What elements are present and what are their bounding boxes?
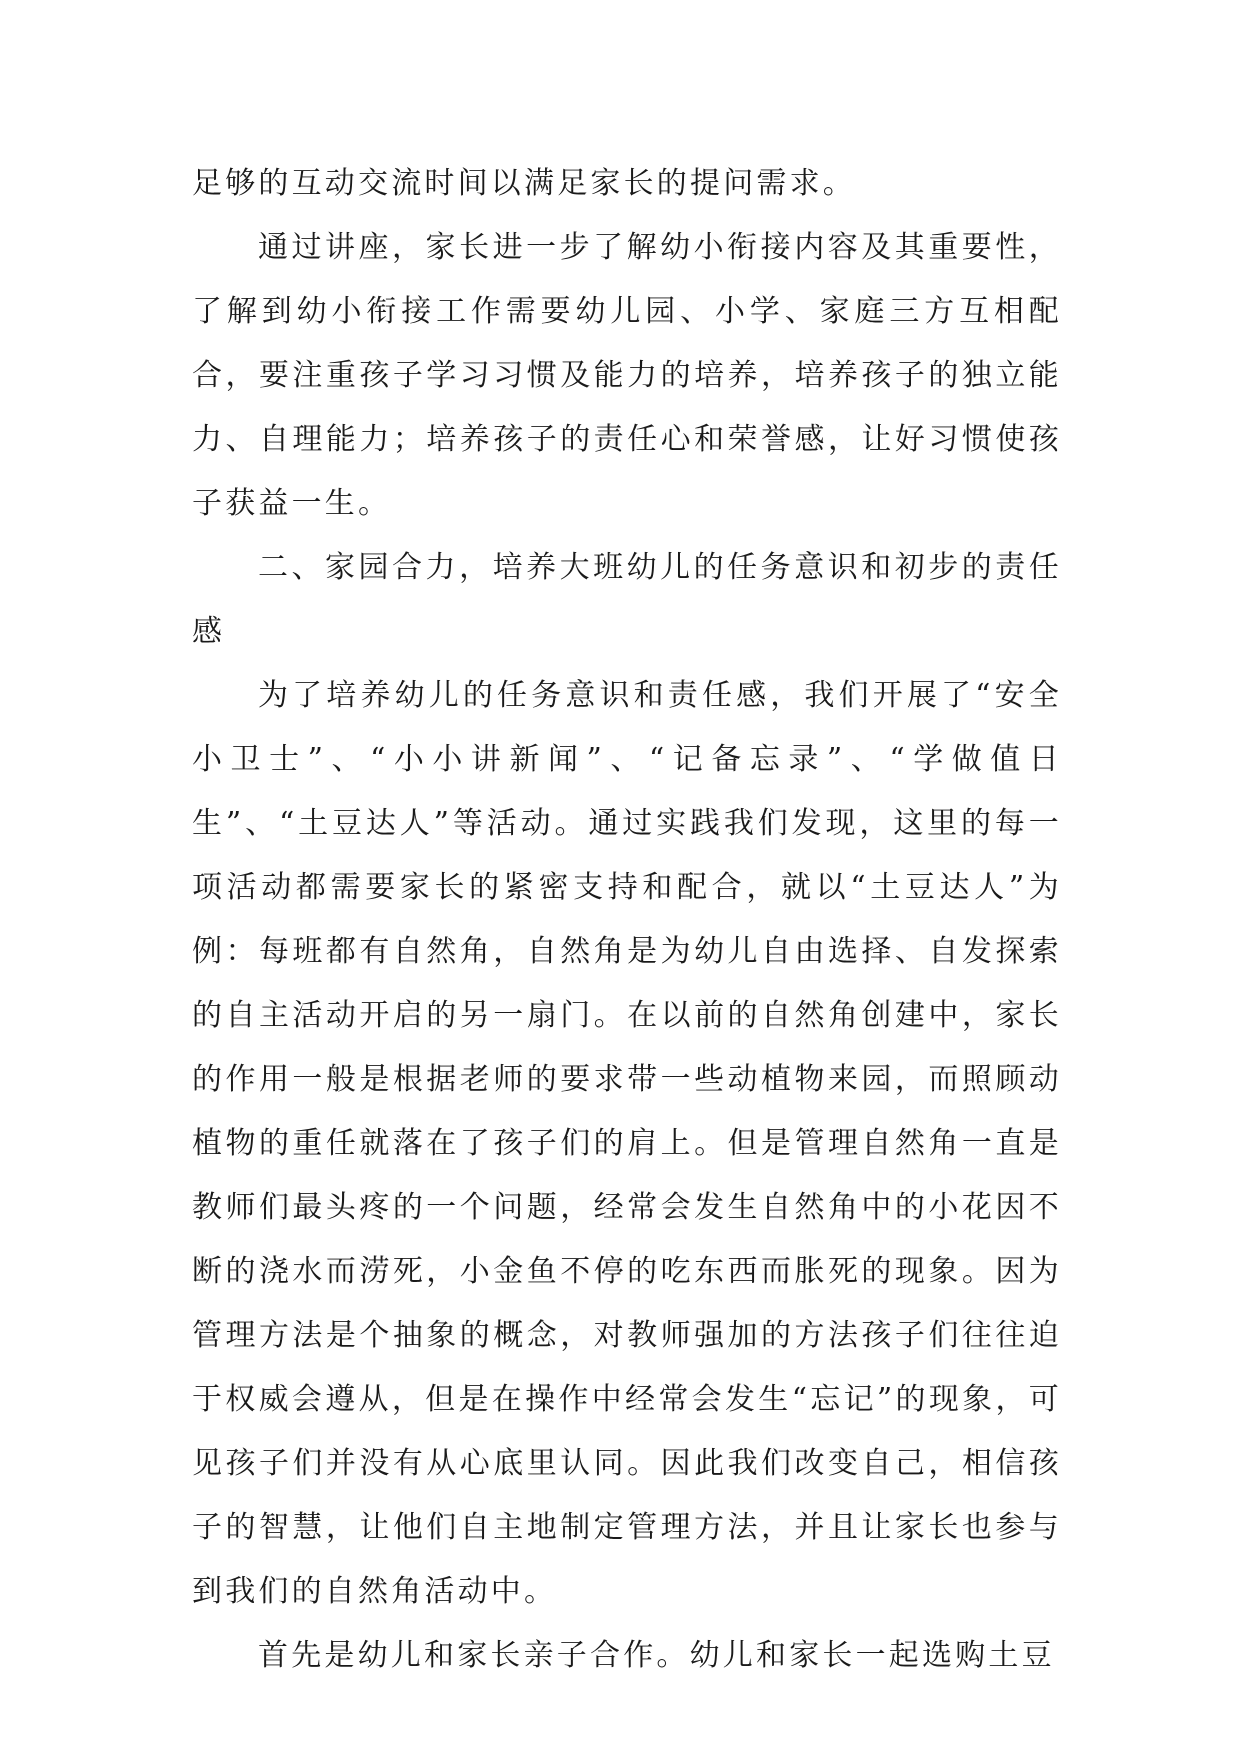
section-heading-2: 二、家园合力，培养大班幼儿的任务意识和初步的责任感 bbox=[192, 550, 1062, 649]
paragraph-first-step: 首先是幼儿和家长亲子合作。幼儿和家长一起选购土豆 bbox=[258, 1638, 1055, 1673]
paragraph-activities: 为了培养幼儿的任务意识和责任感，我们开展了“安全小卫士”、“小小讲新闻”、“记备忘录”、“学做值日生”、“土豆达人”等活动。通过实践我们发现，这里的每一项活动都需要家长的紧密支持和配合，就以“土豆达人”为例：每班都有自然角，自然角是为幼儿自由选择、自发探索的自主活动开启的另一扇门。在以前的自然角创建中，家长的作用一般是根据老师的要求带一些动植物来园，而照顾动植物的重任就落在了孩子们的肩上。但是管理自然角一直是教师们最头疼的一个问题，经常会发生自然角中的小花因不断的浇水而涝死，小金鱼不停的吃东西而胀死的现象。因为管理方法是个抽象的概念，对教师强加的方法孩子们往往迫于权威会遵从，但是在操作中经常会发生“忘记”的现象，可见孩子们并没有从心底里认同。因此我们改变自己，相信孩子的智慧，让他们自主地制定管理方法，并且让家长也参与到我们的自然角活动中。 bbox=[192, 678, 1062, 1609]
document-body bbox=[192, 152, 1062, 1688]
paragraph-continuation: 足够的互动交流时间以满足家长的提问需求。 bbox=[192, 166, 856, 201]
paragraph-lecture-summary: 通过讲座，家长进一步了解幼小衔接内容及其重要性，了解到幼小衔接工作需要幼儿园、小学、家庭三方互相配合，要注重孩子学习习惯及能力的培养，培养孩子的独立能力、自理能力；培养孩子的责任心和荣誉感，让好习惯使孩子获益一生。 bbox=[192, 230, 1062, 521]
